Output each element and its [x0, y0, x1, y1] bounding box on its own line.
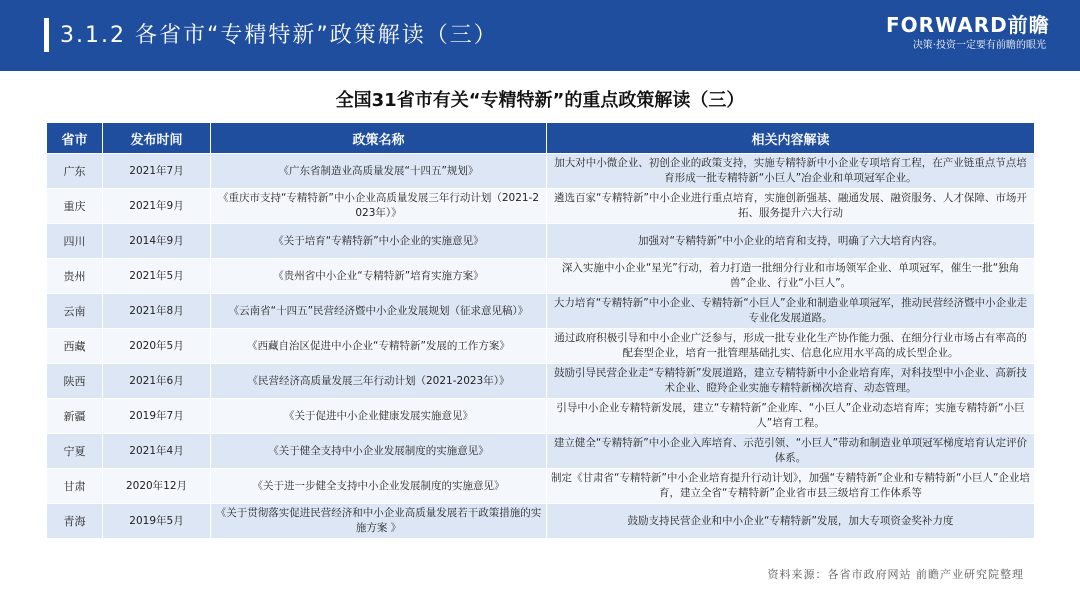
logo-slogan: 决策·投资一定要有前瞻的眼光: [912, 40, 1046, 51]
cell-content: 加大对中小微企业、初创企业的政策支持，实施专精特新中小企业专项培育工程，在产业链重点节点培育形成一批专精特新“小巨人”冶企业和单项冠军企业。: [547, 154, 1035, 189]
cell-province: 新疆: [47, 399, 103, 434]
column-header-content: 相关内容解读: [547, 123, 1035, 154]
table-row: [47, 469, 1035, 504]
cell-content: 通过政府积极引导和中小企业广泛参与，形成一批专业化生产协作能力强、在细分行业市场占有率高的配套型企业，培育一批管理基础扎实、信息化应用水平高的成长型企业。: [547, 329, 1035, 364]
logo: [886, 13, 1050, 54]
table-title: 全国31省市有关“专精特新”的重点政策解读（三）: [335, 90, 745, 111]
logo-text: FORWARD前瞻: [886, 13, 1050, 37]
table-row: [47, 224, 1035, 259]
table-row: [47, 434, 1035, 469]
cell-policy: 《关于贯彻落实促进民营经济和中小企业高质量发展若干政策措施的实施方案 》: [211, 504, 547, 539]
cell-date: 2021年4月: [103, 434, 211, 469]
cell-policy: 《关于健全支持中小企业发展制度的实施意见》: [211, 434, 547, 469]
cell-province: 西藏: [47, 329, 103, 364]
cell-content: 大力培育“专精特新”中小企业、专精特新“小巨人”企业和制造业单项冠军，推动民营经济暨中小企业走专业化发展道路。: [547, 294, 1035, 329]
cell-province: 四川: [47, 224, 103, 259]
cell-policy: 《广东省制造业高质量发展“十四五”规划》: [211, 154, 547, 189]
cell-date: 2021年6月: [103, 364, 211, 399]
cell-content: 制定《甘肃省“专精特新”中小企业培育提升行动计划》，加强“专精特新”企业和专精特新“小巨人”企业培育，建立全省“专精特新”企业省市县三级培育工作体系等: [547, 469, 1035, 504]
cell-content: 遴选百家“专精特新”中小企业进行重点培育，实施创新强基、融通发展、融资服务、人才保障、市场开拓、服务提升六大行动: [547, 189, 1035, 224]
table-row: [47, 294, 1035, 329]
cell-content: 加强对“专精特新”中小企业的培育和支持，明确了六大培育内容。: [547, 224, 1035, 259]
cell-province: 贵州: [47, 259, 103, 294]
cell-province: 云南: [47, 294, 103, 329]
cell-content: 鼓励支持民营企业和中小企业“专精特新”发展，加大专项资金奖补力度: [547, 504, 1035, 539]
page-title: 3.1.2 各省市“专精特新”政策解读（三）: [60, 23, 498, 48]
cell-date: 2019年5月: [103, 504, 211, 539]
policy-table-container: [46, 122, 1034, 539]
table-row: [47, 504, 1035, 539]
policy-table: [46, 122, 1035, 539]
cell-date: 2021年7月: [103, 154, 211, 189]
cell-policy: 《重庆市支持“专精特新”中小企业高质量发展三年行动计划（2021-2023年）》: [211, 189, 547, 224]
header-banner: [0, 0, 1080, 71]
cell-content: 引导中小企业专精特新发展，建立“专精特新”企业库、“小巨人”企业动态培育库；实施专精特新“小巨人”培育工程。: [547, 399, 1035, 434]
cell-province: 甘肃: [47, 469, 103, 504]
table-row: [47, 154, 1035, 189]
cell-content: 建立健全“专精特新”中小企业入库培育、示范引领、“小巨人”带动和制造业单项冠军梯度培育认定评价体系。: [547, 434, 1035, 469]
cell-date: 2020年12月: [103, 469, 211, 504]
cell-policy: 《关于进一步健全支持中小企业发展制度的实施意见》: [211, 469, 547, 504]
cell-policy: 《云南省“十四五”民营经济暨中小企业发展规划（征求意见稿）》: [211, 294, 547, 329]
cell-content: 鼓励引导民营企业走“专精特新”发展道路，建立专精特新中小企业培育库，对科技型中小企业、高新技术企业、瞪羚企业实施专精特新梯次培育、动态管理。: [547, 364, 1035, 399]
cell-province: 陕西: [47, 364, 103, 399]
table-row: [47, 399, 1035, 434]
cell-policy: 《西藏自治区促进中小企业“专精特新”发展的工作方案》: [211, 329, 547, 364]
column-header-province: 省市: [47, 123, 103, 154]
cell-date: 2020年5月: [103, 329, 211, 364]
cell-policy: 《贵州省中小企业“专精特新”培育实施方案》: [211, 259, 547, 294]
cell-date: 2021年5月: [103, 259, 211, 294]
column-header-policy: 政策名称: [211, 123, 547, 154]
cell-date: 2021年9月: [103, 189, 211, 224]
cell-date: 2021年8月: [103, 294, 211, 329]
table-row: [47, 189, 1035, 224]
table-row: [47, 329, 1035, 364]
header-accent-bar: [44, 18, 49, 52]
table-header-row: [47, 123, 1035, 154]
cell-policy: 《关于培育“专精特新”中小企业的实施意见》: [211, 224, 547, 259]
cell-policy: 《关于促进中小企业健康发展实施意见》: [211, 399, 547, 434]
table-row: [47, 364, 1035, 399]
source-note: 资料来源：各省市政府网站 前瞻产业研究院整理: [767, 568, 1024, 581]
cell-province: 宁夏: [47, 434, 103, 469]
cell-date: 2014年9月: [103, 224, 211, 259]
cell-province: 青海: [47, 504, 103, 539]
cell-province: 广东: [47, 154, 103, 189]
table-row: [47, 259, 1035, 294]
cell-policy: 《民营经济高质量发展三年行动计划（2021-2023年）》: [211, 364, 547, 399]
cell-date: 2019年7月: [103, 399, 211, 434]
cell-province: 重庆: [47, 189, 103, 224]
cell-content: 深入实施中小企业“星光”行动，着力打造一批细分行业和市场领军企业、单项冠军，催生一批“独角兽”企业、行业“小巨人”。: [547, 259, 1035, 294]
column-header-date: 发布时间: [103, 123, 211, 154]
